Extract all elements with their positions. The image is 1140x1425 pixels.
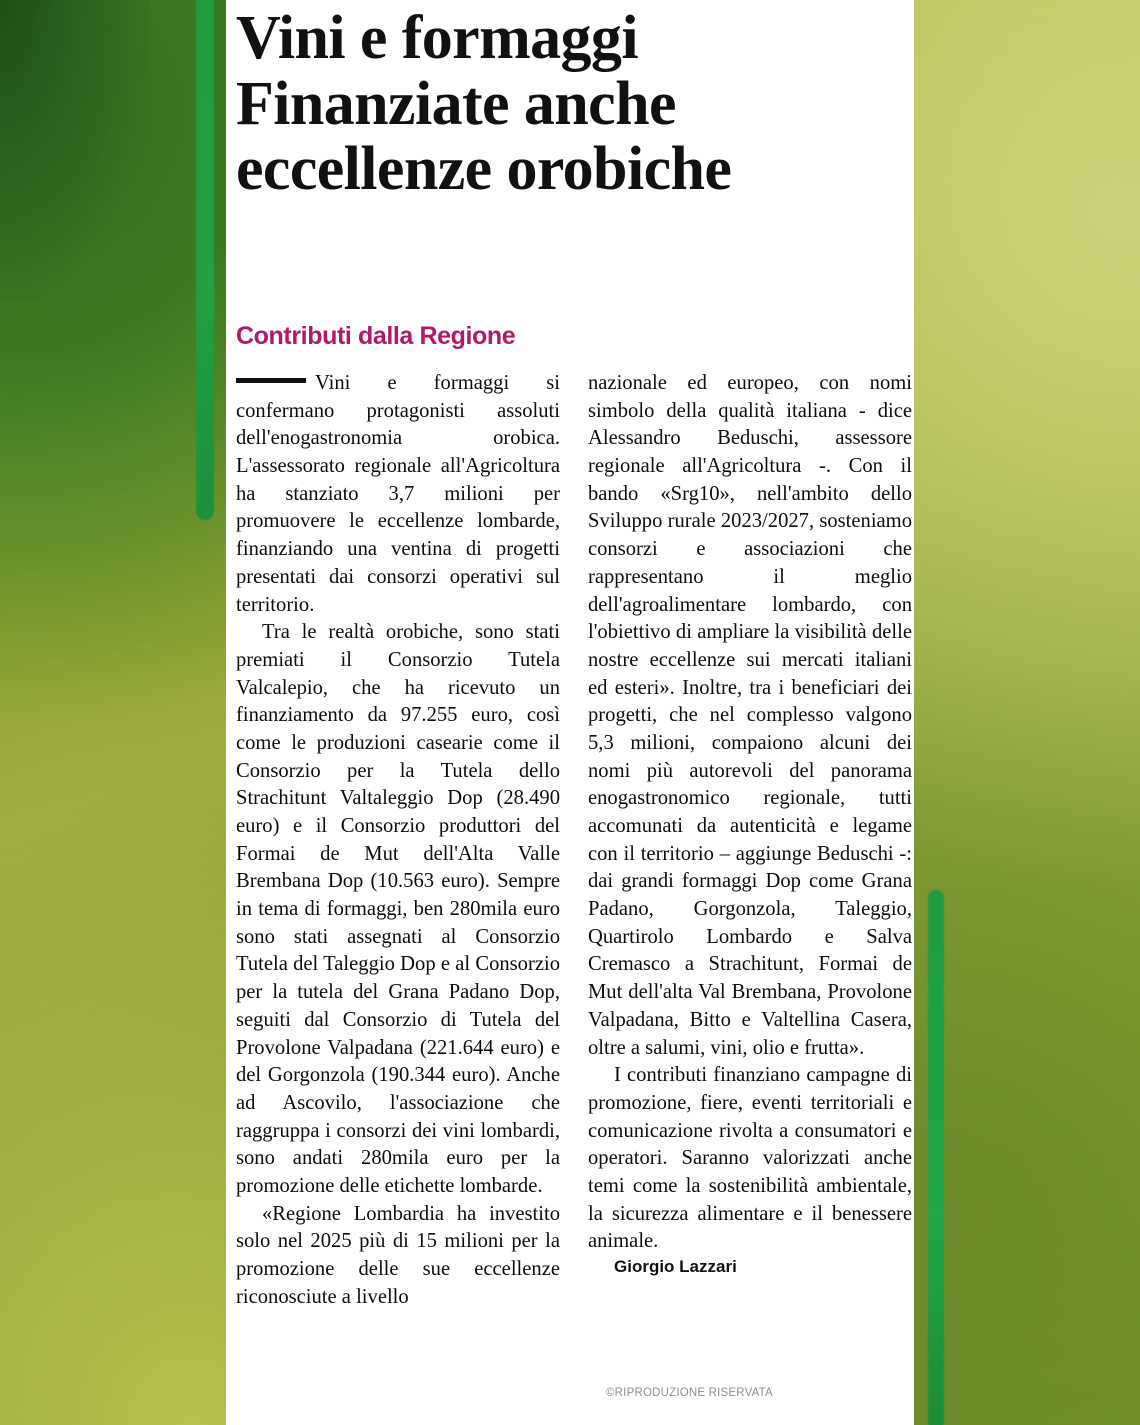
copyright-notice: ©RIPRODUZIONE RISERVATA xyxy=(606,1387,773,1399)
article-column-right xyxy=(588,370,912,1410)
paragraph-text: «Regione Lombardia ha investito solo nel 2025 più di 15 milioni per la promozione delle sue eccellenze riconosciute a livello xyxy=(236,1202,560,1308)
green-brush-stroke-right xyxy=(928,890,944,1425)
background-left-dark-corner xyxy=(0,0,150,300)
green-brush-stroke-left xyxy=(196,0,214,520)
article-byline: Giorgio Lazzari xyxy=(614,1257,737,1276)
article-sheet xyxy=(226,0,914,1425)
paragraph-text: I contributi finanziano campagne di promozione, fiere, eventi territoriali e comunicazione rivolta a consumatori e operatori. Saranno valorizzati anche temi come la sostenibilità ambientale, la sicurezza alimentare e il benessere animale. xyxy=(588,1064,912,1253)
page-title xyxy=(236,6,912,203)
article-column-left xyxy=(236,370,560,1410)
paragraph xyxy=(588,370,912,1062)
section-kicker: Contributi dalla Regione xyxy=(236,322,516,350)
paragraph-text: Tra le realtà orobiche, sono stati premiati il Consorzio Tutela Valcalepio, che ha ricevuto un finanziamento da 97.255 euro, così come le produzioni casearie come il Consorzio per la Tutela dello Strachitunt Valtaleggio Dop (28.490 euro) e il Consorzio produttori del Formai de Mut dell'Alta Valle Brembana Dop (10.563 euro). Sempre in tema di formaggi, ben 280mila euro sono stati assegnati al Consorzio Tutela del Taleggio Dop e al Consorzio per la tutela del Grana Padano Dop, seguiti dal Consorzio di Tutela del Provolone Valpadana (221.644 euro) e del Gorgonzola (190.344 euro). Anche ad Ascovilo, l'associazione che raggruppa i consorzi dei vini lombardi, sono andati 280mila euro per la promozione delle etichette lombarde. xyxy=(236,621,560,1197)
paragraph xyxy=(588,1062,912,1256)
headline-line-2: Finanziate anche xyxy=(236,69,676,138)
headline-line-1: Vini e formaggi xyxy=(236,4,638,72)
headline-line-3: eccellenze orobiche xyxy=(236,135,732,204)
paragraph xyxy=(236,370,560,619)
background-right-gradient xyxy=(914,0,1140,1425)
article-body xyxy=(236,370,912,1410)
paragraph-text: nazionale ed europeo, con nomi simbolo della qualità italiana - dice Alessandro Beduschi, assessore regionale all'Agricoltura -. Con il bando «Srg10», nell'ambito dello Sviluppo rurale 2023/2027, sosteniamo consorzi e associazioni che rappresentano il meglio dell'agroalimentare lombardo, con l'obiettivo di ampliare la visibilità delle nostre eccellenze sui mercati italiani ed esteri». Inoltre, tra i beneficiari dei progetti, che nel complesso valgono 5,3 milioni, compaiono alcuni dei nomi più autorevoli del panorama enogastronomico regionale, tutti accomunati da autenticità e legame con il territorio – aggiunge Beduschi -: dai grandi formaggi Dop come Grana Padano, Gorgonzola, Taleggio, Quartirolo Lombardo e Salva Cremasco a Strachitunt, Formai de Mut dell'alta Val Brembana, Provolone Valpadana, Bitto e Valtellina Casera, oltre a salumi, vini, olio e frutta». xyxy=(588,372,912,1059)
paragraph-text: Vini e formaggi si confermano protagonisti assoluti dell'enogastronomia orobica. L'assessorato regionale all'Agricoltura ha stanziato 3,7 milioni per promuovere le eccellenze lombarde, finanziando una ventina di progetti presentati dai consorzi operativi sul territorio. xyxy=(236,372,560,616)
lead-dash xyxy=(236,378,306,383)
paragraph xyxy=(236,1201,560,1312)
paragraph xyxy=(236,619,560,1200)
